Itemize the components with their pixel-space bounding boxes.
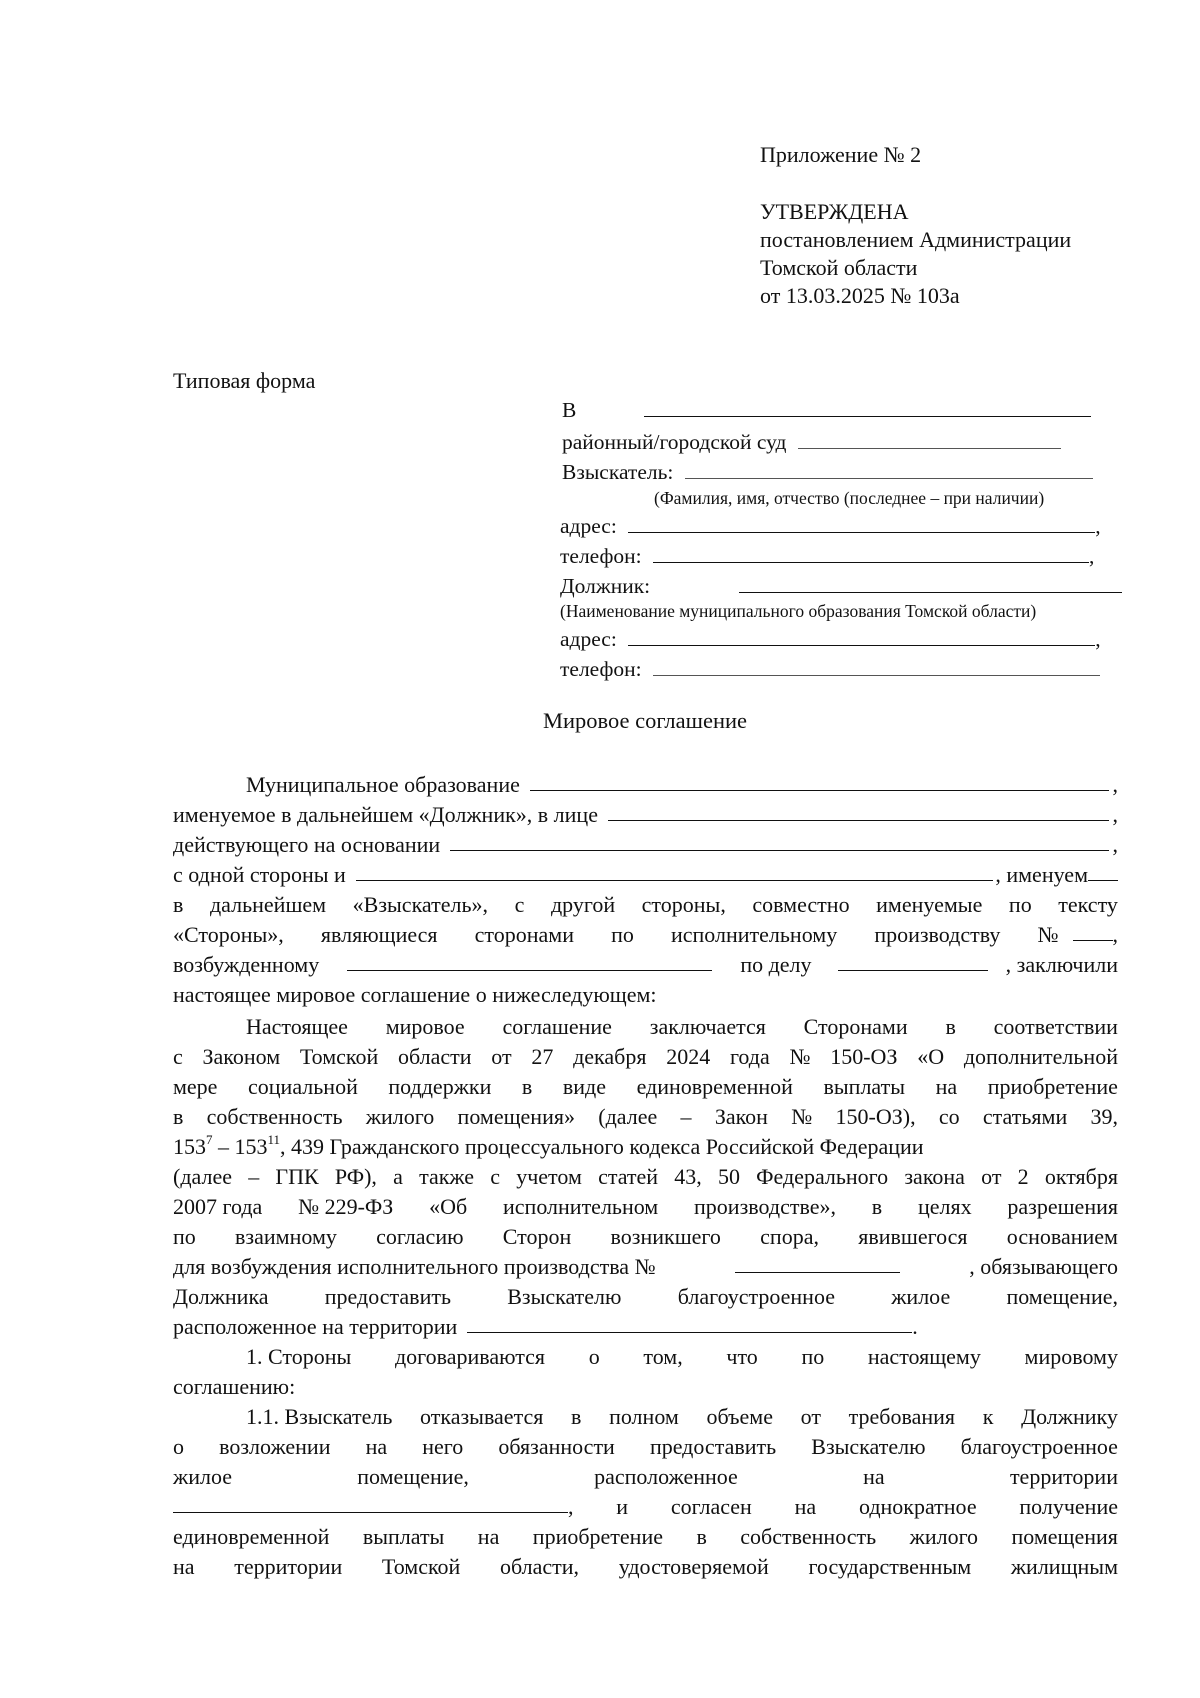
- municipality-field[interactable]: [530, 770, 1109, 791]
- word: года: [729, 1044, 770, 1069]
- word: и: [616, 1494, 629, 1519]
- word: другой: [550, 892, 616, 917]
- word: о: [588, 1344, 600, 1369]
- word: области,: [500, 1554, 580, 1579]
- word: собственность: [740, 1524, 877, 1549]
- word: выплаты: [362, 1524, 445, 1549]
- text-line: [173, 920, 1059, 950]
- word: сторонами: [474, 922, 574, 947]
- word: Настоящее: [246, 1014, 348, 1039]
- text-line: [173, 1522, 1118, 1552]
- word: Закон: [714, 1104, 768, 1129]
- word: исполнительном: [503, 1194, 659, 1219]
- text-line: действующего на основании: [173, 832, 441, 857]
- word: стороны,: [641, 892, 726, 917]
- word: Сторонами: [803, 1014, 908, 1039]
- word: №: [791, 1104, 813, 1129]
- word: закона: [904, 1164, 965, 1189]
- initiated-by-field[interactable]: [347, 950, 712, 971]
- claimant-field[interactable]: [356, 860, 994, 881]
- word: возникшего: [610, 1224, 721, 1249]
- word: в: [871, 1194, 883, 1219]
- text-line: Муниципальное образование: [246, 772, 520, 797]
- text-line: .: [912, 1314, 918, 1339]
- word: по: [801, 1344, 825, 1369]
- text-line: возбужденному: [173, 952, 320, 977]
- word: целях: [917, 1194, 972, 1219]
- word: №: [789, 1044, 811, 1069]
- text-line: , обязывающего: [969, 1254, 1118, 1279]
- word: ГПК: [275, 1164, 319, 1189]
- word: получение: [1019, 1494, 1118, 1519]
- word: Взыскателю: [507, 1284, 622, 1309]
- text-line: по делу: [740, 952, 812, 977]
- approved-region-line: Томской области: [760, 255, 918, 280]
- word: 27: [531, 1044, 554, 1069]
- word: в: [571, 1404, 582, 1429]
- word: Должнику: [1021, 1404, 1118, 1429]
- word: жилого: [365, 1104, 435, 1129]
- word: на: [863, 1464, 885, 1489]
- word: явившегося: [858, 1224, 968, 1249]
- word: 50: [717, 1164, 740, 1189]
- word: жилищным: [1010, 1554, 1118, 1579]
- word: именуемые: [876, 892, 983, 917]
- word: по: [173, 1224, 196, 1249]
- debtor-address-field[interactable]: [628, 627, 1095, 646]
- word: «Об: [429, 1194, 468, 1219]
- court-name-field[interactable]: [644, 398, 1091, 417]
- claimant-name-field[interactable]: [685, 460, 1093, 479]
- paragraph-parties: Муниципальное образование , именуемое в дальнейшем «Должник», в лице , действующего на основании , с одной стороны и , именуем в дальнейшем «Взыскатель», с другой стороны, совместно именуемые по тексту «Стороны», являющиеся сторонами по исполнительному производству № , возбужденному по делу , заключили настоящее мировое соглашение о нижеследующем:: [173, 770, 1118, 1010]
- word: 2007 года: [173, 1194, 263, 1219]
- word: отказывается: [420, 1404, 544, 1429]
- word: с: [514, 892, 525, 917]
- document-title: Мировое соглашение: [542, 708, 748, 733]
- word: с: [173, 1044, 183, 1069]
- text-line: именуемое в дальнейшем «Должник», в лице: [173, 802, 598, 827]
- word: Должника: [173, 1284, 269, 1309]
- comma: ,: [1095, 627, 1101, 651]
- word: на: [794, 1494, 817, 1519]
- word: 1. Стороны: [246, 1344, 352, 1369]
- word: Томской: [381, 1554, 461, 1579]
- word: на: [935, 1074, 958, 1099]
- word: области: [398, 1044, 472, 1069]
- word: помещения: [1011, 1524, 1118, 1549]
- basis-field[interactable]: [450, 830, 1108, 851]
- word: Федерального: [756, 1164, 889, 1189]
- text-line: [173, 1102, 1118, 1132]
- debtor-phone-field[interactable]: [653, 657, 1100, 676]
- word: благоустроенное: [677, 1284, 835, 1309]
- word: 150-ОЗ: [830, 1044, 898, 1069]
- text-line: с одной стороны и: [173, 862, 346, 887]
- word: мере: [173, 1074, 218, 1099]
- comma: ,: [1089, 544, 1095, 568]
- word: на: [173, 1554, 195, 1579]
- word: производстве»,: [694, 1194, 836, 1219]
- approved-date-line: от 13.03.2025 № 103а: [760, 283, 960, 308]
- word: также: [419, 1164, 475, 1189]
- word: «Взыскатель»,: [352, 892, 489, 917]
- word: что: [726, 1344, 758, 1369]
- word: договариваются: [394, 1344, 546, 1369]
- word: дальнейшем: [209, 892, 327, 917]
- word: в: [173, 1104, 184, 1129]
- word: территории: [1009, 1464, 1118, 1489]
- proceeding-number-field-2[interactable]: [735, 1252, 900, 1273]
- word: выплаты: [823, 1074, 906, 1099]
- word: помещение,: [357, 1464, 469, 1489]
- text-line: [568, 1492, 1118, 1522]
- word: собственность: [206, 1104, 343, 1129]
- word: от: [800, 1404, 821, 1429]
- word: в: [945, 1014, 956, 1039]
- case-number-field[interactable]: [838, 950, 988, 971]
- word: помещения»: [457, 1104, 575, 1129]
- court-label: районный/городской суд: [562, 430, 787, 454]
- text-line: [173, 1432, 1118, 1462]
- word: Томской: [299, 1044, 379, 1069]
- word: мировое: [385, 1014, 465, 1039]
- claimant-label: Взыскатель:: [562, 460, 674, 484]
- gender-ending-field[interactable]: [1088, 860, 1118, 881]
- word: являющиеся: [320, 922, 438, 947]
- word: соответствии: [993, 1014, 1118, 1039]
- text-line: [173, 1342, 1118, 1372]
- word: территории: [234, 1554, 343, 1579]
- word: от: [491, 1044, 512, 1069]
- word: жилое: [891, 1284, 951, 1309]
- word: ,: [568, 1494, 574, 1519]
- word: поддержки: [388, 1074, 492, 1099]
- word: 1.1. Взыскатель: [246, 1404, 393, 1429]
- text-line: [173, 1162, 1118, 1192]
- claimant-address-field[interactable]: [628, 514, 1095, 533]
- word: заключается: [649, 1014, 766, 1039]
- word: 2024: [666, 1044, 711, 1069]
- word: разрешения: [1007, 1194, 1118, 1219]
- paragraph-basis: [173, 1012, 1118, 1342]
- word: соглашение: [502, 1014, 612, 1039]
- debtor-hint: (Наименование муниципального образования Томской области): [560, 601, 1037, 621]
- word: а: [393, 1164, 403, 1189]
- paragraph-clause-1: [173, 1342, 1118, 1402]
- debtor-phone-label: телефон:: [560, 657, 642, 681]
- word: том,: [643, 1344, 683, 1369]
- word: (далее: [173, 1164, 232, 1189]
- text-line: расположенное на территории: [173, 1314, 458, 1339]
- debtor-label: Должник:: [560, 574, 651, 598]
- word: по: [1008, 892, 1032, 917]
- word: (далее: [598, 1104, 658, 1129]
- word: в: [521, 1074, 533, 1099]
- territory-field-2[interactable]: [173, 1492, 568, 1513]
- word: в: [696, 1524, 707, 1549]
- word: возложении: [219, 1434, 331, 1459]
- claimant-phone-field[interactable]: [653, 544, 1089, 563]
- word: Законом: [202, 1044, 281, 1069]
- word: статей: [598, 1164, 659, 1189]
- word: расположенное: [594, 1464, 738, 1489]
- text-line: [173, 1282, 1118, 1312]
- word: «Стороны»,: [173, 922, 284, 947]
- word: виде: [562, 1074, 606, 1099]
- word: –: [248, 1164, 260, 1189]
- word: тексту: [1058, 892, 1118, 917]
- word: спора,: [760, 1224, 819, 1249]
- word: объеме: [706, 1404, 773, 1429]
- to-label: В: [562, 398, 577, 422]
- debtor-address-label: адрес:: [560, 627, 617, 651]
- word: помещение,: [1006, 1284, 1118, 1309]
- word: согласию: [376, 1224, 464, 1249]
- word: единовременной: [636, 1074, 793, 1099]
- word: единовременной: [173, 1524, 330, 1549]
- word: на: [477, 1524, 500, 1549]
- word: –: [680, 1104, 692, 1129]
- word: декабря: [573, 1044, 647, 1069]
- comma: ,: [1095, 514, 1101, 538]
- territory-field[interactable]: [467, 1312, 912, 1333]
- word: 39,: [1090, 1104, 1118, 1129]
- word: о: [173, 1434, 184, 1459]
- word: требования: [848, 1404, 956, 1429]
- word: приобретение: [532, 1524, 663, 1549]
- word: октября: [1044, 1164, 1118, 1189]
- text-line: , заключили: [1005, 952, 1118, 977]
- word: статьями: [982, 1104, 1068, 1129]
- word: по: [611, 922, 634, 947]
- word: дополнительной: [963, 1044, 1118, 1069]
- word: него: [422, 1434, 464, 1459]
- approved-label: УТВЕРЖДЕНА: [760, 199, 909, 224]
- text-line: [173, 1222, 1118, 1252]
- word: с: [490, 1164, 501, 1189]
- word: 43,: [674, 1164, 702, 1189]
- word: жилое: [173, 1464, 232, 1489]
- approved-by-line: постановлением Администрации: [760, 227, 1072, 252]
- text-line: [173, 1072, 1118, 1102]
- text-line: [173, 1012, 1118, 1042]
- representative-field[interactable]: [608, 800, 1109, 821]
- word: учетом: [516, 1164, 582, 1189]
- word: от: [981, 1164, 1002, 1189]
- text-line: соглашению:: [173, 1374, 296, 1399]
- form-type-label: Типовая форма: [173, 368, 316, 393]
- word: 2: [1017, 1164, 1029, 1189]
- claimant-address-label: адрес:: [560, 514, 617, 538]
- word: государственным: [808, 1554, 972, 1579]
- word: согласен: [670, 1494, 752, 1519]
- word: производству: [874, 922, 1001, 947]
- text-line: [173, 1042, 1118, 1072]
- word: жилого: [909, 1524, 979, 1549]
- appendix-number: Приложение № 2: [760, 142, 922, 167]
- proceeding-number-field[interactable]: [1073, 920, 1113, 941]
- word: взаимному: [235, 1224, 337, 1249]
- word: РФ),: [334, 1164, 377, 1189]
- word: настоящему: [867, 1344, 981, 1369]
- word: социальной: [248, 1074, 358, 1099]
- word: обязанности: [498, 1434, 615, 1459]
- word: совместно: [752, 892, 850, 917]
- text-line: [173, 890, 1118, 920]
- word: к: [982, 1404, 994, 1429]
- word: исполнительному: [670, 922, 838, 947]
- text-line: [173, 1192, 1118, 1222]
- text-line: для возбуждения исполнительного производства №: [173, 1254, 656, 1279]
- claimant-phone-label: телефон:: [560, 544, 642, 568]
- word: в: [173, 892, 184, 917]
- claimant-hint: (Фамилия, имя, отчество (последнее – при наличии): [654, 488, 1045, 508]
- paragraph-clause-1-1: [173, 1402, 1118, 1582]
- word: со: [938, 1104, 960, 1129]
- text-line: настоящее мировое соглашение о нижеследующем:: [173, 982, 657, 1007]
- word: предоставить: [324, 1284, 451, 1309]
- court-type-field[interactable]: [798, 430, 1061, 449]
- text-line: [173, 1402, 1118, 1432]
- text-line: [173, 1552, 1118, 1582]
- word: 150-ОЗ),: [835, 1104, 916, 1129]
- debtor-name-field[interactable]: [739, 574, 1122, 593]
- text-line: [173, 1462, 1118, 1492]
- text-line: , именуем: [995, 862, 1088, 887]
- word: полном: [609, 1404, 679, 1429]
- word: мировому: [1024, 1344, 1118, 1369]
- word: Сторон: [502, 1224, 572, 1249]
- word: на: [365, 1434, 388, 1459]
- word: №: [1037, 922, 1059, 947]
- word: приобретение: [987, 1074, 1118, 1099]
- text-line: $153^7 - 153^{11}$, 439 Гражданского процессуального кодекса Российской Федерации: [173, 1131, 924, 1159]
- word: Взыскателю: [811, 1434, 926, 1459]
- word: основанием: [1006, 1224, 1118, 1249]
- word: предоставить: [649, 1434, 777, 1459]
- word: № 229-ФЗ: [298, 1194, 394, 1219]
- word: удостоверяемой: [618, 1554, 769, 1579]
- word: благоустроенное: [960, 1434, 1118, 1459]
- word: однократное: [858, 1494, 977, 1519]
- word: «О: [917, 1044, 945, 1069]
